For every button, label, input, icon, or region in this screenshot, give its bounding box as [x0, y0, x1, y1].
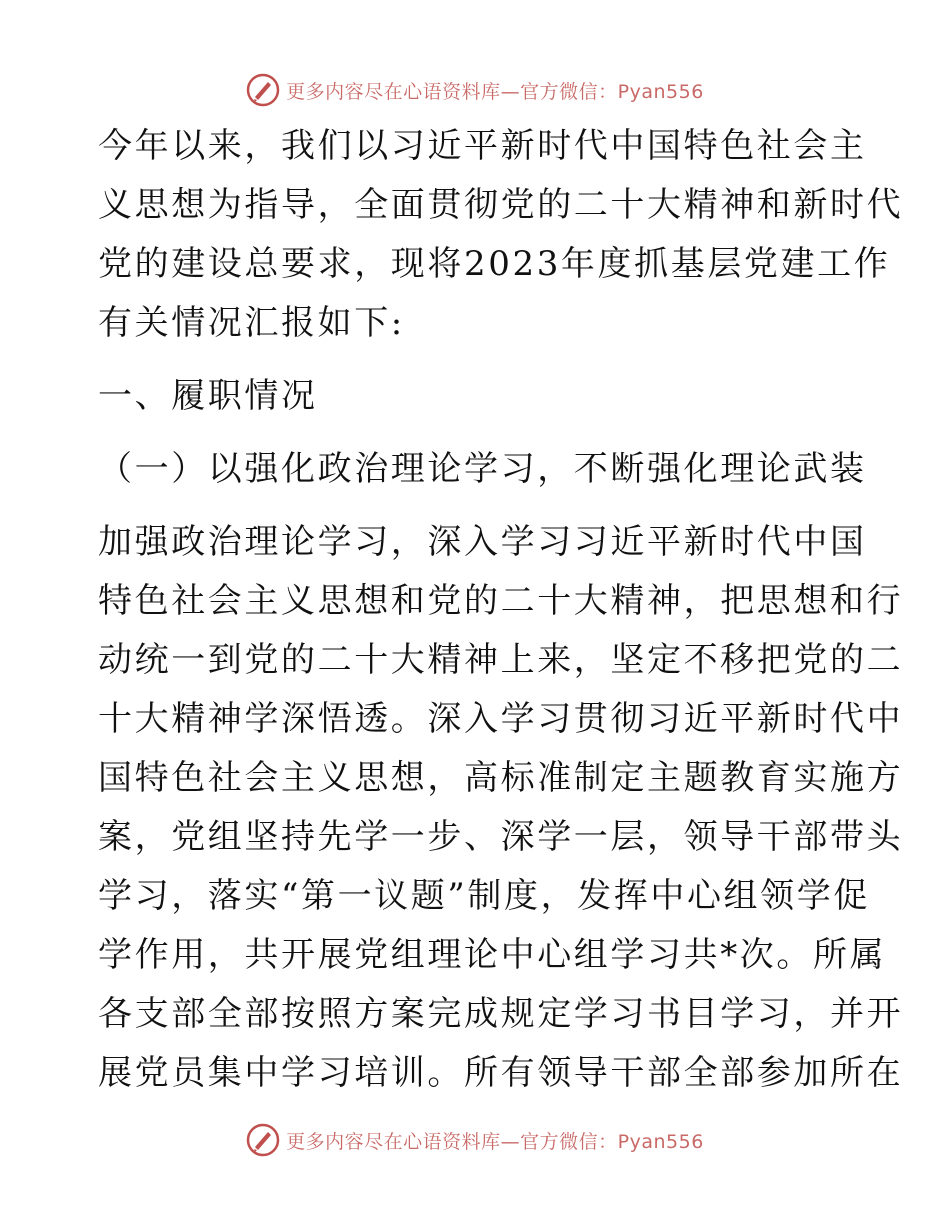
body-line: 展党员集中学习培训。所有领导干部全部参加所在 [98, 1053, 904, 1093]
document-body [98, 117, 904, 1103]
body-line: 案，党组坚持先学一步、深学一层，领导干部带头 [98, 817, 904, 857]
body-line: 十大精神学深悟透。深入学习贯彻习近平新时代中 [98, 699, 904, 739]
pen-seal-icon [246, 1123, 280, 1157]
watermark-text: 更多内容尽在心语资料库—官方微信：Pyan556 [286, 1130, 704, 1153]
body-line: 各支部全部按照方案完成规定学习书目学习，并开 [98, 994, 904, 1034]
body-line: 国特色社会主义思想，高标准制定主题教育实施方 [98, 758, 904, 798]
body-line: 学作用，共开展党组理论中心组学习共*次。所属 [98, 935, 887, 975]
body-line: 学习，落实“第一议题”制度，发挥中心组领学促 [98, 876, 870, 916]
section-heading: 一、履职情况 [98, 376, 318, 416]
watermark-banner-bottom [0, 1120, 950, 1160]
intro-line: 义思想为指导，全面贯彻党的二十大精神和新时代 [98, 185, 904, 225]
intro-line: 党的建设总要求，现将2023年度抓基层党建工作 [98, 244, 891, 284]
body-line: 动统一到党的二十大精神上来，坚定不移把党的二 [98, 640, 904, 680]
watermark-banner-top [0, 70, 950, 110]
subsection-heading: （一）以强化政治理论学习，不断强化理论武装 [98, 449, 867, 489]
intro-line: 有关情况汇报如下: [98, 303, 405, 343]
intro-line: 今年以来，我们以习近平新时代中国特色社会主 [98, 126, 867, 166]
body-line: 加强政治理论学习，深入学习习近平新时代中国 [98, 522, 867, 562]
body-line: 特色社会主义思想和党的二十大精神，把思想和行 [98, 581, 904, 621]
watermark-text: 更多内容尽在心语资料库—官方微信：Pyan556 [286, 80, 704, 103]
pen-seal-icon [246, 73, 280, 107]
